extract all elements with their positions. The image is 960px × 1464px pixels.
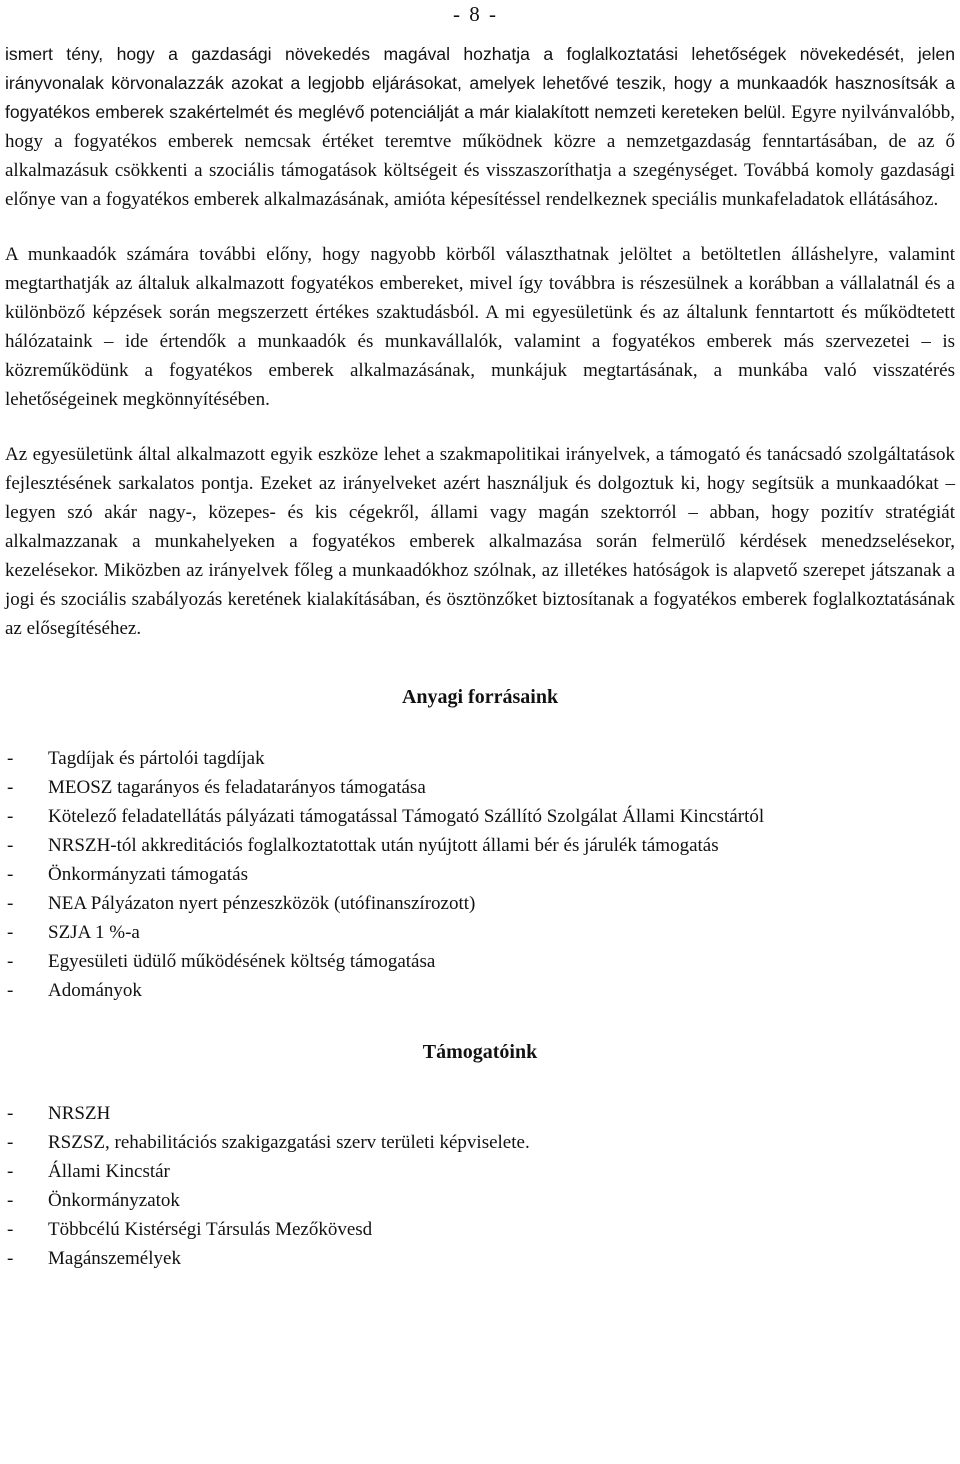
list-item	[5, 1244, 955, 1273]
dash-marker: -	[7, 922, 14, 943]
funding-list	[5, 744, 955, 1005]
list-item-text: Önkormányzati támogatás	[48, 864, 248, 885]
list-item-text: Egyesületi üdülő működésének költség támogatása	[48, 951, 436, 972]
list-item-text: NEA Pályázaton nyert pénzeszközök (utófinanszírozott)	[48, 893, 476, 914]
list-item	[5, 860, 955, 889]
list-item-text: MEOSZ tagarányos és feladatarányos támogatása	[48, 777, 426, 798]
list-item	[5, 1157, 955, 1186]
dash-marker: -	[7, 777, 14, 798]
paragraph-1	[5, 40, 955, 214]
dash-marker: -	[7, 893, 14, 914]
list-item-text: RSZSZ, rehabilitációs szakigazgatási szerv területi képviselete.	[48, 1132, 530, 1153]
list-item	[5, 918, 955, 947]
dash-marker: -	[7, 1132, 14, 1153]
funding-heading: Anyagi forrásaink	[401, 686, 559, 708]
supporters-list	[5, 1099, 955, 1273]
list-item-text: Kötelező feladatellátás pályázati támogatással Támogató Szállító Szolgálat Állami Kincstártól	[48, 806, 765, 827]
list-item	[5, 976, 955, 1005]
list-item	[5, 1215, 955, 1244]
document-body	[5, 40, 955, 1273]
list-item	[5, 802, 955, 831]
list-item-text: Tagdíjak és pártolói tagdíjak	[48, 748, 265, 769]
list-item	[5, 947, 955, 976]
paragraph-3: Az egyesületünk által alkalmazott egyik eszköze lehet a szakmapolitikai irányelvek, a támogató és tanácsadó szolgáltatások fejlesztésének sarkalatos pontja. Ezeket az irányelveket azért használjuk és dolgoztuk ki, hogy segítsük a munkaadókat – legyen szó akár nagy-, közepes- és kis cégekről, állami vagy magán szektorról – abban, hogy pozitív stratégiát alkalmazzanak a munkahelyeken a fogyatékos emberek alkalmazása során felmerülő kérdések menedzselésekor, kezelésekor. Miközben az irányelvek főleg a munkaadókhoz szólnak, az illetékes hatóságok is alapvető szerepet játszanak a jogi és szociális szabályozás keretének kialakításában, és ösztönzőket biztosítanak a fogyatékos emberek foglalkoztatásának az elősegítéséhez.	[5, 444, 955, 639]
list-item-text: NRSZH-tól akkreditációs foglalkoztatottak után nyújtott állami bér és járulék támogatás	[48, 835, 719, 856]
dash-marker: -	[7, 806, 14, 827]
dash-marker: -	[7, 1161, 14, 1182]
dash-marker: -	[7, 835, 14, 856]
list-item-text: NRSZH	[48, 1103, 111, 1124]
dash-marker: -	[7, 1248, 14, 1269]
paragraph-1-sans-part: ismert tény, hogy a gazdasági növekedés magával hozhatja a foglalkoztatási lehetőségek növekedését, jelen irányvonalak körvonalazzák azokat a legjobb eljárásokat, amelyek lehetővé teszik, hogy a munkaadók hasznosítsák a fogyatékos emberek szakértelmét és meglévő potenciálját a már kialakított nemzeti kereteken belül.	[5, 44, 955, 122]
supporters-heading: Támogatóink	[422, 1041, 538, 1063]
list-item	[5, 889, 955, 918]
dash-marker: -	[7, 864, 14, 885]
list-item-text: Többcélú Kistérségi Társulás Mezőkövesd	[48, 1219, 373, 1240]
list-item	[5, 773, 955, 802]
list-item	[5, 831, 955, 860]
list-item	[5, 1099, 955, 1128]
dash-marker: -	[7, 748, 14, 769]
list-item-text: Állami Kincstár	[48, 1161, 170, 1182]
list-item	[5, 744, 955, 773]
paragraph-1-serif-part: Egyre nyilvánvalóbb, hogy a fogyatékos emberek nemcsak értéket teremtve működnek közre a nemzetgazdaság fenntartásában, de az ő alkalmazásuk csökkenti a szociális támogatások költségeit és visszaszoríthatja a szegénységet. Továbbá komoly gazdasági előnye van a fogyatékos emberek alkalmazásának, amióta képesítéssel rendelkeznek speciális munkafeladatok ellátásához.	[5, 102, 955, 210]
list-item	[5, 1128, 955, 1157]
list-item-text: SZJA 1 %-a	[48, 922, 140, 943]
dash-marker: -	[7, 980, 14, 1001]
list-item-text: Önkormányzatok	[48, 1190, 180, 1211]
dash-marker: -	[7, 1103, 14, 1124]
dash-marker: -	[7, 1219, 14, 1240]
list-item	[5, 1186, 955, 1215]
page-number: - 8 -	[453, 2, 498, 26]
list-item-text: Magánszemélyek	[48, 1248, 181, 1269]
list-item-text: Adományok	[48, 980, 142, 1001]
paragraph-2: A munkaadók számára további előny, hogy nagyobb körből választhatnak jelöltet a betöltetlen álláshelyre, valamint megtarthatják az általuk alkalmazott fogyatékos embereket, mivel így továbbra is részesülnek a korábban a vállalatnál és a különböző képzések során megszerzett értékes szaktudásból. A mi egyesületünk és az általunk fenntartott és működtetett hálózataink – ide értendők a munkaadók és munkavállalók, valamint a fogyatékos emberek más szervezetei – is közreműködünk a fogyatékos emberek alkalmazásának, munkájuk megtartásának, a munkába való visszatérés lehetőségeinek megkönnyítésében.	[5, 244, 955, 410]
dash-marker: -	[7, 951, 14, 972]
dash-marker: -	[7, 1190, 14, 1211]
